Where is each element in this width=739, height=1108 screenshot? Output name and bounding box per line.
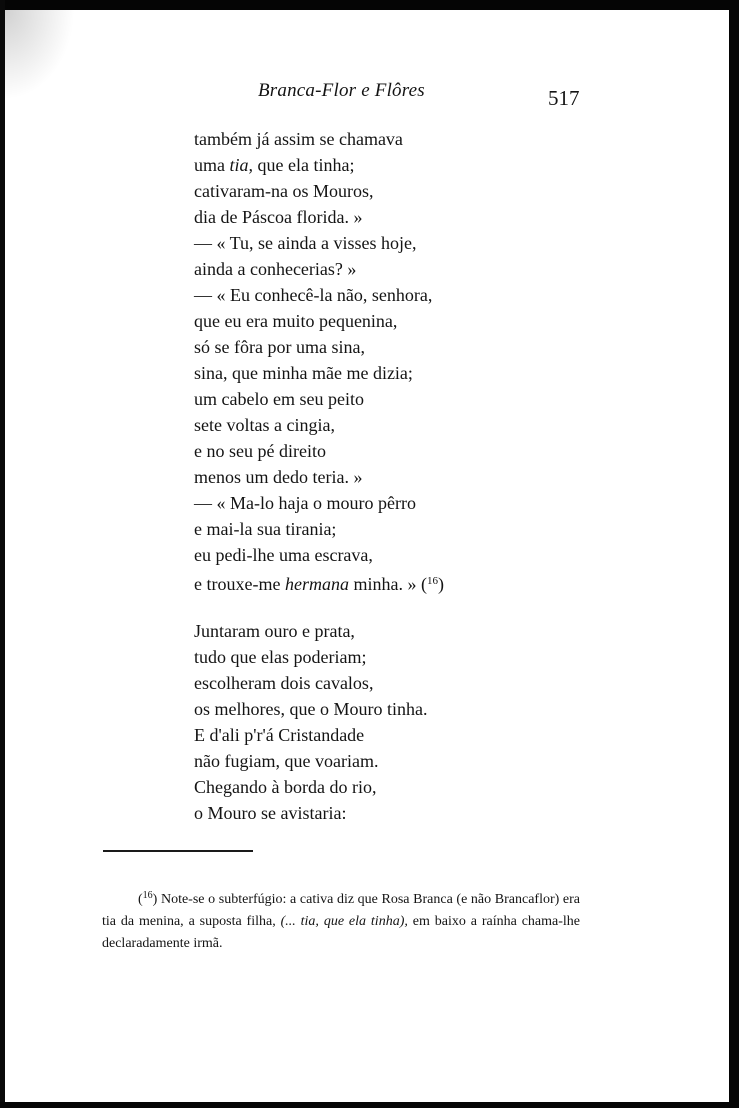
verse-line: só se fôra por uma sina, bbox=[194, 337, 365, 357]
verse-line: — « Tu, se ainda a visses hoje, bbox=[194, 233, 417, 253]
footnote-reference: 16 bbox=[426, 575, 438, 587]
running-title: Branca-Flor e Flôres bbox=[258, 80, 425, 101]
verse-line bbox=[194, 152, 554, 178]
verse-fragment: ) bbox=[437, 574, 444, 594]
footnote-quote: (... tia, que ela tinha), bbox=[280, 914, 408, 929]
verse-stanza-2 bbox=[194, 618, 554, 826]
verse-line: cativaram-na os Mouros, bbox=[194, 181, 374, 201]
verse-italic: tia, bbox=[229, 155, 254, 175]
verse-line: Chegando à borda do rio, bbox=[194, 777, 377, 797]
footnote-text bbox=[102, 885, 580, 955]
verse-line: o Mouro se avistaria: bbox=[194, 803, 347, 823]
scan-border-bottom bbox=[0, 1102, 739, 1108]
scan-border-left bbox=[0, 0, 5, 1108]
verse-line: escolheram dois cavalos, bbox=[194, 673, 374, 693]
footnote-divider bbox=[103, 850, 253, 852]
verse-line: um cabelo em seu peito bbox=[194, 389, 364, 409]
footnote-text-part2: em baixo a raínha chama-lhe declaradamente irmã. bbox=[102, 914, 580, 951]
scan-border-top bbox=[0, 0, 739, 10]
scan-shadow bbox=[5, 10, 75, 100]
verse-line: que eu era muito pequenina, bbox=[194, 311, 398, 331]
footnote-text-part1: Note-se o subterfúgio: a cativa diz que Rosa Branca (e não Brancaflor) era tia da menina, a suposta filha, bbox=[102, 892, 580, 929]
verse-fragment: que ela tinha; bbox=[253, 155, 355, 175]
verse-line: e no seu pé direito bbox=[194, 441, 326, 461]
verse-italic: hermana bbox=[284, 574, 349, 594]
verse-fragment: e trouxe-me bbox=[194, 574, 285, 594]
verse-line bbox=[194, 568, 554, 594]
verse-line: — « Ma-lo haja o mouro pêrro bbox=[194, 493, 416, 513]
verse-fragment: minha. » ( bbox=[348, 574, 427, 594]
scan-border-right bbox=[729, 0, 739, 1108]
verse-line: — « Eu conhecê-la não, senhora, bbox=[194, 285, 433, 305]
verse-fragment: uma bbox=[194, 155, 230, 175]
footnote-marker: ($^{16}$) bbox=[138, 890, 158, 907]
footnote bbox=[102, 885, 580, 955]
verse-line: tudo que elas poderiam; bbox=[194, 647, 367, 667]
verse-stanza-1 bbox=[194, 126, 554, 594]
verse-line: Juntaram ouro e prata, bbox=[194, 621, 355, 641]
verse-line: os melhores, que o Mouro tinha. bbox=[194, 699, 428, 719]
verse-line: não fugiam, que voariam. bbox=[194, 751, 379, 771]
verse-line: sina, que minha mãe me dizia; bbox=[194, 363, 413, 383]
verse-line: também já assim se chamava bbox=[194, 129, 403, 149]
verse-line: ainda a conhecerias? » bbox=[194, 259, 357, 279]
verse-line: E d'ali p'r'á Cristandade bbox=[194, 725, 365, 745]
verse-line: sete voltas a cingia, bbox=[194, 415, 335, 435]
page-number: 517 bbox=[548, 86, 580, 110]
verse-line: eu pedi-lhe uma escrava, bbox=[194, 545, 373, 565]
verse-line: dia de Páscoa florida. » bbox=[194, 207, 363, 227]
verse-line: menos um dedo teria. » bbox=[194, 467, 363, 487]
verse-line: e mai-la sua tirania; bbox=[194, 519, 337, 539]
